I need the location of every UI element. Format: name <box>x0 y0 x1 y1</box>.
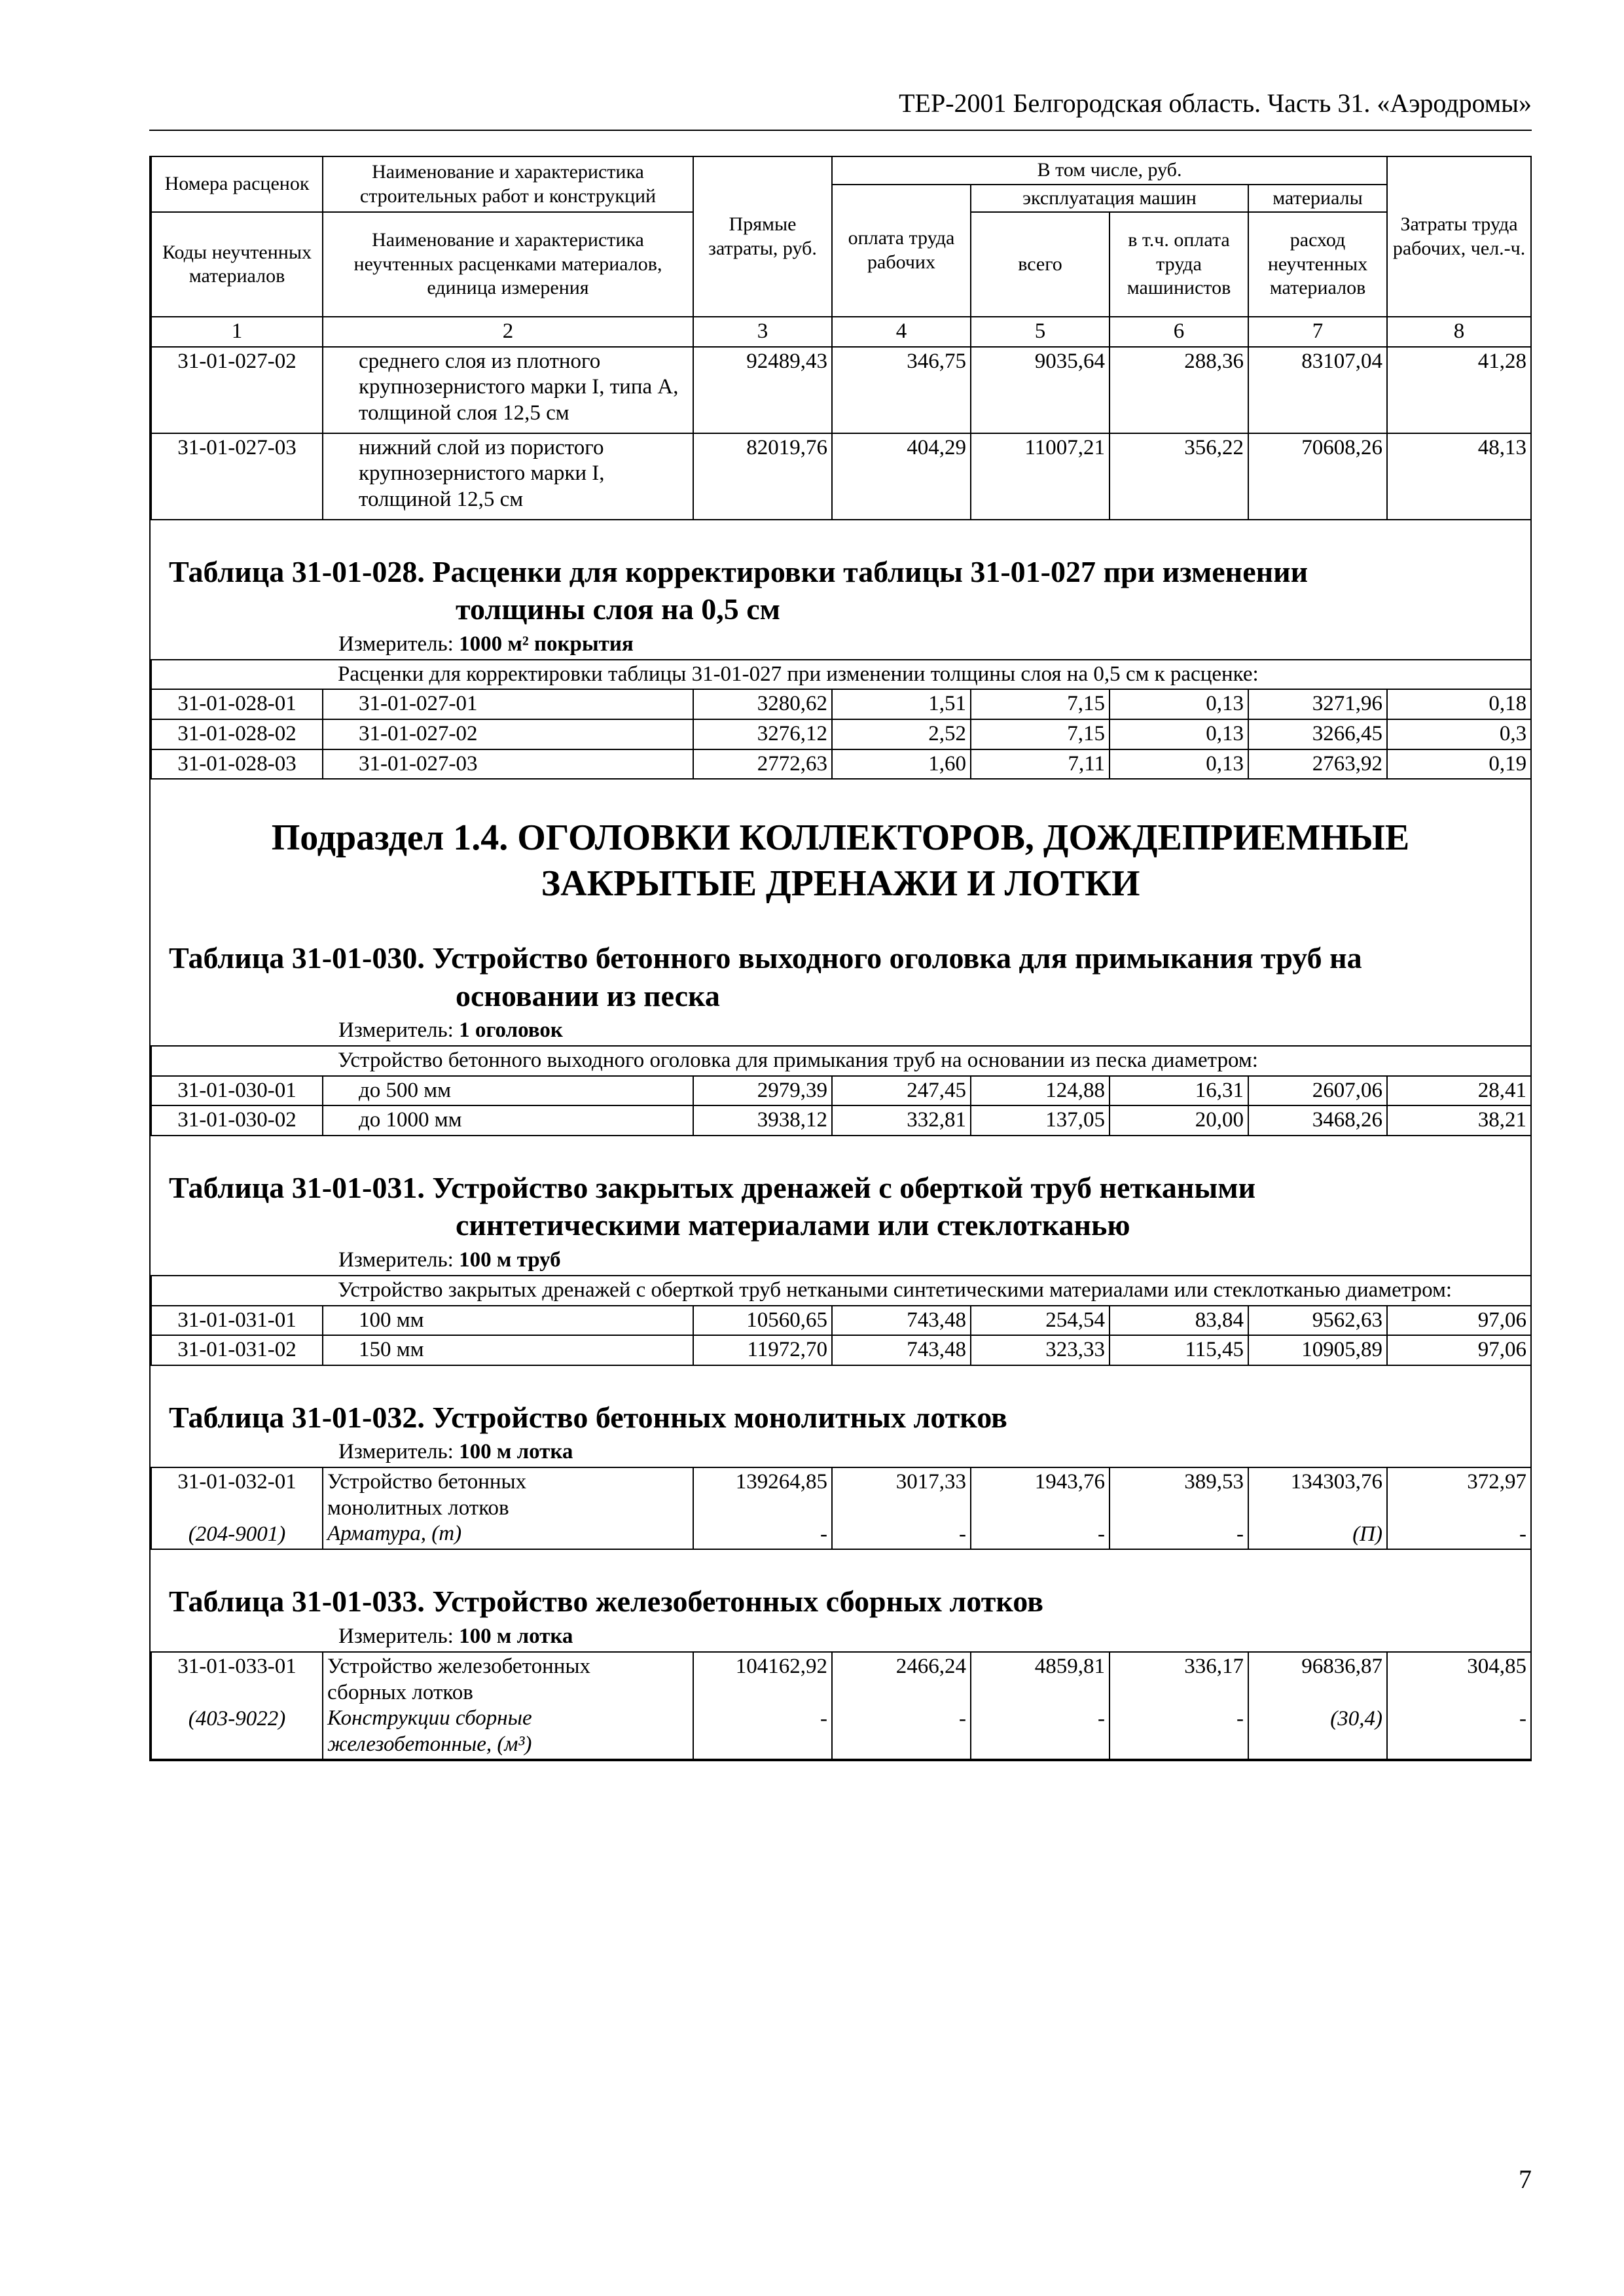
materials: 2607,06 <box>1248 1076 1387 1106</box>
materials <box>1248 1467 1387 1549</box>
page-header: ТЕР-2001 Белгородская область. Часть 31. «Аэродромы» <box>899 88 1532 118</box>
labor-pay: 346,75 <box>832 347 971 433</box>
direct-costs: 82019,76 <box>693 433 832 520</box>
machines-total: 124,88 <box>971 1076 1110 1106</box>
rate-code-value: 31-01-032-01 <box>177 1470 297 1494</box>
labor-hours <box>1387 1652 1531 1759</box>
table-title-line-1: Таблица 31-01-030. Устройство бетонного выходного оголовка для примыкания труб на <box>169 941 1362 975</box>
rate-code: 31-01-031-01 <box>151 1306 323 1336</box>
labor-hours: 97,06 <box>1387 1335 1531 1365</box>
table-row <box>151 689 1531 719</box>
measure-line <box>151 1621 1530 1651</box>
measure-value: 100 м труб <box>459 1247 561 1272</box>
col-number-7: 7 <box>1248 317 1387 347</box>
machines-total-value: 4859,81 <box>1034 1654 1105 1678</box>
table-row <box>151 433 1531 520</box>
header-machines: эксплуатация машин <box>971 185 1248 213</box>
machines-total <box>971 1467 1110 1549</box>
direct-costs: 3280,62 <box>693 689 832 719</box>
rate-name <box>323 1652 693 1759</box>
materials: 3271,96 <box>1248 689 1387 719</box>
material-name: Конструкции сборные железобетонные, (м³) <box>327 1706 532 1756</box>
machinists-pay-value: 336,17 <box>1184 1654 1244 1678</box>
machinists-pay: 115,45 <box>1110 1335 1248 1365</box>
table-row <box>151 1467 1531 1549</box>
subsection-heading-line-2: ЗАКРЫТЫЕ ДРЕНАЖИ И ЛОТКИ <box>541 863 1140 905</box>
labor-hours: 0,19 <box>1387 749 1531 780</box>
machines-total: 254,54 <box>971 1306 1110 1336</box>
table-title-line-1: Таблица 31-01-028. Расценки для корректировки таблицы 31-01-027 при изменении <box>169 554 1308 588</box>
machinists-pay: 0,13 <box>1110 689 1248 719</box>
material-machines-total: - <box>1098 1706 1105 1731</box>
header-machines-total: всего <box>971 212 1110 317</box>
subsection-heading-line-1: Подраздел 1.4. ОГОЛОВКИ КОЛЛЕКТОРОВ, ДОЖДЕПРИЕМНЫЕ <box>271 817 1410 859</box>
labor-pay: 743,48 <box>832 1306 971 1336</box>
table-title <box>151 1136 1530 1244</box>
rate-code-value: 31-01-033-01 <box>177 1654 297 1678</box>
measure-value: 100 м лотка <box>459 1624 573 1648</box>
labor-pay: 404,29 <box>832 433 971 520</box>
rate-name: до 1000 мм <box>323 1105 693 1136</box>
rate-code: 31-01-028-03 <box>151 749 323 780</box>
table-title <box>151 906 1530 1014</box>
machinists-pay <box>1110 1652 1248 1759</box>
header-divider <box>149 130 1532 131</box>
col-number-6: 6 <box>1110 317 1248 347</box>
header-direct-costs: Прямые затраты, руб. <box>693 156 832 317</box>
labor-pay-value: 3017,33 <box>895 1470 966 1494</box>
rate-name-value: Устройство бетонных монолитных лотков <box>327 1470 527 1520</box>
rates-table <box>151 1045 1532 1136</box>
direct-costs-value: 139264,85 <box>735 1470 827 1494</box>
rate-name: 31-01-027-01 <box>323 689 693 719</box>
measure-line <box>151 628 1530 659</box>
labor-pay: 332,81 <box>832 1105 971 1136</box>
measure-line <box>151 1014 1530 1045</box>
table-row <box>151 347 1531 433</box>
materials-value: 134303,76 <box>1290 1470 1382 1494</box>
material-machinists-pay: - <box>1236 1522 1244 1546</box>
rate-name <box>323 1467 693 1549</box>
rate-code: 31-01-027-02 <box>151 347 323 433</box>
machines-total: 7,15 <box>971 689 1110 719</box>
machinists-pay: 0,13 <box>1110 719 1248 749</box>
header-labor: Затраты труда рабочих, чел.-ч. <box>1387 156 1531 317</box>
material-consumption: (30,4) <box>1330 1706 1382 1731</box>
table-row <box>151 1306 1531 1336</box>
material-labor-hours: - <box>1519 1706 1526 1731</box>
machinists-pay: 83,84 <box>1110 1306 1248 1336</box>
measure-label: Измеритель: <box>338 1624 454 1648</box>
table-title-line-1: Таблица 31-01-033. Устройство железобетонных сборных лотков <box>169 1585 1043 1619</box>
rate-code <box>151 1652 323 1759</box>
labor-pay: 1,51 <box>832 689 971 719</box>
machinists-pay: 356,22 <box>1110 433 1248 520</box>
machines-total: 11007,21 <box>971 433 1110 520</box>
direct-costs: 11972,70 <box>693 1335 832 1365</box>
measure-value: 1000 м² покрытия <box>459 632 634 656</box>
machines-total: 7,15 <box>971 719 1110 749</box>
material-direct-costs: - <box>820 1706 827 1731</box>
measure-value: 100 м лотка <box>459 1440 573 1464</box>
labor-hours: 41,28 <box>1387 347 1531 433</box>
labor-hours: 48,13 <box>1387 433 1531 520</box>
direct-costs <box>693 1652 832 1759</box>
direct-costs: 10560,65 <box>693 1306 832 1336</box>
group-heading: Устройство бетонного выходного оголовка для примыкания труб на основании из песка диаметром: <box>151 1046 1531 1076</box>
direct-costs: 2772,63 <box>693 749 832 780</box>
materials: 10905,89 <box>1248 1335 1387 1365</box>
rate-code: 31-01-028-01 <box>151 689 323 719</box>
rate-code <box>151 1467 323 1549</box>
machines-total: 323,33 <box>971 1335 1110 1365</box>
table-title-line-1: Таблица 31-01-032. Устройство бетонных монолитных лотков <box>169 1400 1007 1434</box>
material-labor-pay: - <box>959 1522 966 1546</box>
table-title-line-1: Таблица 31-01-031. Устройство закрытых дренажей с оберткой труб неткаными <box>169 1170 1256 1204</box>
labor-pay-value: 2466,24 <box>895 1654 966 1678</box>
header-codes-bottom: Коды неучтенных материалов <box>151 212 323 317</box>
materials: 83107,04 <box>1248 347 1387 433</box>
table-row <box>151 1076 1531 1106</box>
machines-total: 137,05 <box>971 1105 1110 1136</box>
rate-name-value: Устройство железобетонных сборных лотков <box>327 1654 591 1704</box>
table-title-line-2: синтетическими материалами или стеклотканью <box>456 1208 1130 1242</box>
header-machinists-pay: в т.ч. оплата труда машинистов <box>1110 212 1248 317</box>
rate-name: нижний слой из пористого крупнозернистого марки I, толщиной 12,5 см <box>323 433 693 520</box>
header-name-top: Наименование и характеристика строительных работ и конструкций <box>323 156 693 212</box>
rates-table <box>151 659 1532 780</box>
table-title-line-2: основании из песка <box>456 978 720 1013</box>
table-title <box>151 520 1530 628</box>
rates-table <box>151 1467 1532 1550</box>
measure-label: Измеритель: <box>338 1440 454 1464</box>
labor-pay: 743,48 <box>832 1335 971 1365</box>
group-heading: Расценки для корректировки таблицы 31-01-027 при изменении толщины слоя на 0,5 см к расценке: <box>151 660 1531 690</box>
rate-name: до 500 мм <box>323 1076 693 1106</box>
labor-hours: 28,41 <box>1387 1076 1531 1106</box>
measure-label: Измеритель: <box>338 632 454 656</box>
material-machinists-pay: - <box>1236 1706 1244 1731</box>
table-row <box>151 1652 1531 1759</box>
rate-name: 150 мм <box>323 1335 693 1365</box>
labor-hours-value: 372,97 <box>1467 1470 1526 1494</box>
labor-hours: 38,21 <box>1387 1105 1531 1136</box>
direct-costs: 2979,39 <box>693 1076 832 1106</box>
rates-table <box>151 1651 1532 1760</box>
col-number-8: 8 <box>1387 317 1531 347</box>
table-row <box>151 749 1531 780</box>
machinists-pay: 0,13 <box>1110 749 1248 780</box>
material-direct-costs: - <box>820 1522 827 1546</box>
rate-code: 31-01-027-03 <box>151 433 323 520</box>
materials: 70608,26 <box>1248 433 1387 520</box>
measure-value: 1 оголовок <box>459 1018 563 1043</box>
table-31-01-028 <box>151 520 1530 780</box>
table-31-01-031 <box>151 1136 1530 1366</box>
machinists-pay: 20,00 <box>1110 1105 1248 1136</box>
table-title <box>151 1550 1530 1621</box>
rate-name: 100 мм <box>323 1306 693 1336</box>
material-code: (204-9001) <box>188 1522 286 1546</box>
table-title <box>151 1366 1530 1437</box>
direct-costs: 92489,43 <box>693 347 832 433</box>
table-31-01-032 <box>151 1366 1530 1551</box>
labor-hours <box>1387 1467 1531 1549</box>
rates-table <box>151 1275 1532 1366</box>
labor-pay: 2,52 <box>832 719 971 749</box>
measure-label: Измеритель: <box>338 1018 454 1043</box>
rate-code: 31-01-030-01 <box>151 1076 323 1106</box>
material-labor-hours: - <box>1519 1522 1526 1546</box>
materials-value: 96836,87 <box>1301 1654 1382 1678</box>
materials: 2763,92 <box>1248 749 1387 780</box>
labor-pay <box>832 1652 971 1759</box>
table-row <box>151 719 1531 749</box>
group-heading: Устройство закрытых дренажей с оберткой труб неткаными синтетическими материалами или стеклотканью диаметром: <box>151 1276 1531 1306</box>
material-name: Арматура, (т) <box>327 1522 462 1546</box>
rates-document <box>149 156 1532 1761</box>
measure-line <box>151 1244 1530 1275</box>
machinists-pay: 16,31 <box>1110 1076 1248 1106</box>
header-labor-pay: оплата труда рабочих <box>832 185 971 317</box>
rate-code: 31-01-031-02 <box>151 1335 323 1365</box>
table-31-01-033 <box>151 1550 1530 1760</box>
machinists-pay <box>1110 1467 1248 1549</box>
table-row <box>151 1335 1531 1365</box>
direct-costs <box>693 1467 832 1549</box>
material-code: (403-9022) <box>188 1706 286 1731</box>
materials: 9562,63 <box>1248 1306 1387 1336</box>
direct-costs: 3276,12 <box>693 719 832 749</box>
col-number-3: 3 <box>693 317 832 347</box>
rate-name: 31-01-027-03 <box>323 749 693 780</box>
rate-code: 31-01-028-02 <box>151 719 323 749</box>
material-labor-pay: - <box>959 1706 966 1731</box>
rate-code: 31-01-030-02 <box>151 1105 323 1136</box>
measure-label: Измеритель: <box>338 1247 454 1272</box>
header-materials-consumption: расход неучтенных материалов <box>1248 212 1387 317</box>
machines-total <box>971 1652 1110 1759</box>
rate-name: среднего слоя из плотного крупнозернистого марки I, типа А, толщиной слоя 12,5 см <box>323 347 693 433</box>
materials: 3468,26 <box>1248 1105 1387 1136</box>
col-number-1: 1 <box>151 317 323 347</box>
materials <box>1248 1652 1387 1759</box>
machinists-pay-value: 389,53 <box>1184 1470 1244 1494</box>
header-including: В том числе, руб. <box>832 156 1387 185</box>
machines-total: 7,11 <box>971 749 1110 780</box>
machines-total-value: 1943,76 <box>1034 1470 1105 1494</box>
column-header-table <box>151 156 1532 520</box>
measure-line <box>151 1436 1530 1467</box>
header-materials: материалы <box>1248 185 1387 213</box>
direct-costs: 3938,12 <box>693 1105 832 1136</box>
subsection-heading <box>151 780 1530 906</box>
table-title-line-2: толщины слоя на 0,5 см <box>456 592 780 626</box>
machinists-pay: 288,36 <box>1110 347 1248 433</box>
materials: 3266,45 <box>1248 719 1387 749</box>
labor-hours-value: 304,85 <box>1467 1654 1526 1678</box>
rate-name: 31-01-027-02 <box>323 719 693 749</box>
labor-hours: 97,06 <box>1387 1306 1531 1336</box>
direct-costs-value: 104162,92 <box>735 1654 827 1678</box>
table-row <box>151 1105 1531 1136</box>
labor-hours: 0,18 <box>1387 689 1531 719</box>
labor-pay: 247,45 <box>832 1076 971 1106</box>
labor-pay <box>832 1467 971 1549</box>
col-number-5: 5 <box>971 317 1110 347</box>
header-codes-top: Номера расценок <box>151 156 323 212</box>
material-machines-total: - <box>1098 1522 1105 1546</box>
col-number-2: 2 <box>323 317 693 347</box>
table-31-01-030 <box>151 906 1530 1136</box>
material-consumption: (П) <box>1352 1522 1382 1546</box>
machines-total: 9035,64 <box>971 347 1110 433</box>
header-name-bottom: Наименование и характеристика неучтенных расценками материалов, единица измерения <box>323 212 693 317</box>
page-number: 7 <box>1519 2164 1532 2194</box>
labor-pay: 1,60 <box>832 749 971 780</box>
col-number-4: 4 <box>832 317 971 347</box>
labor-hours: 0,3 <box>1387 719 1531 749</box>
